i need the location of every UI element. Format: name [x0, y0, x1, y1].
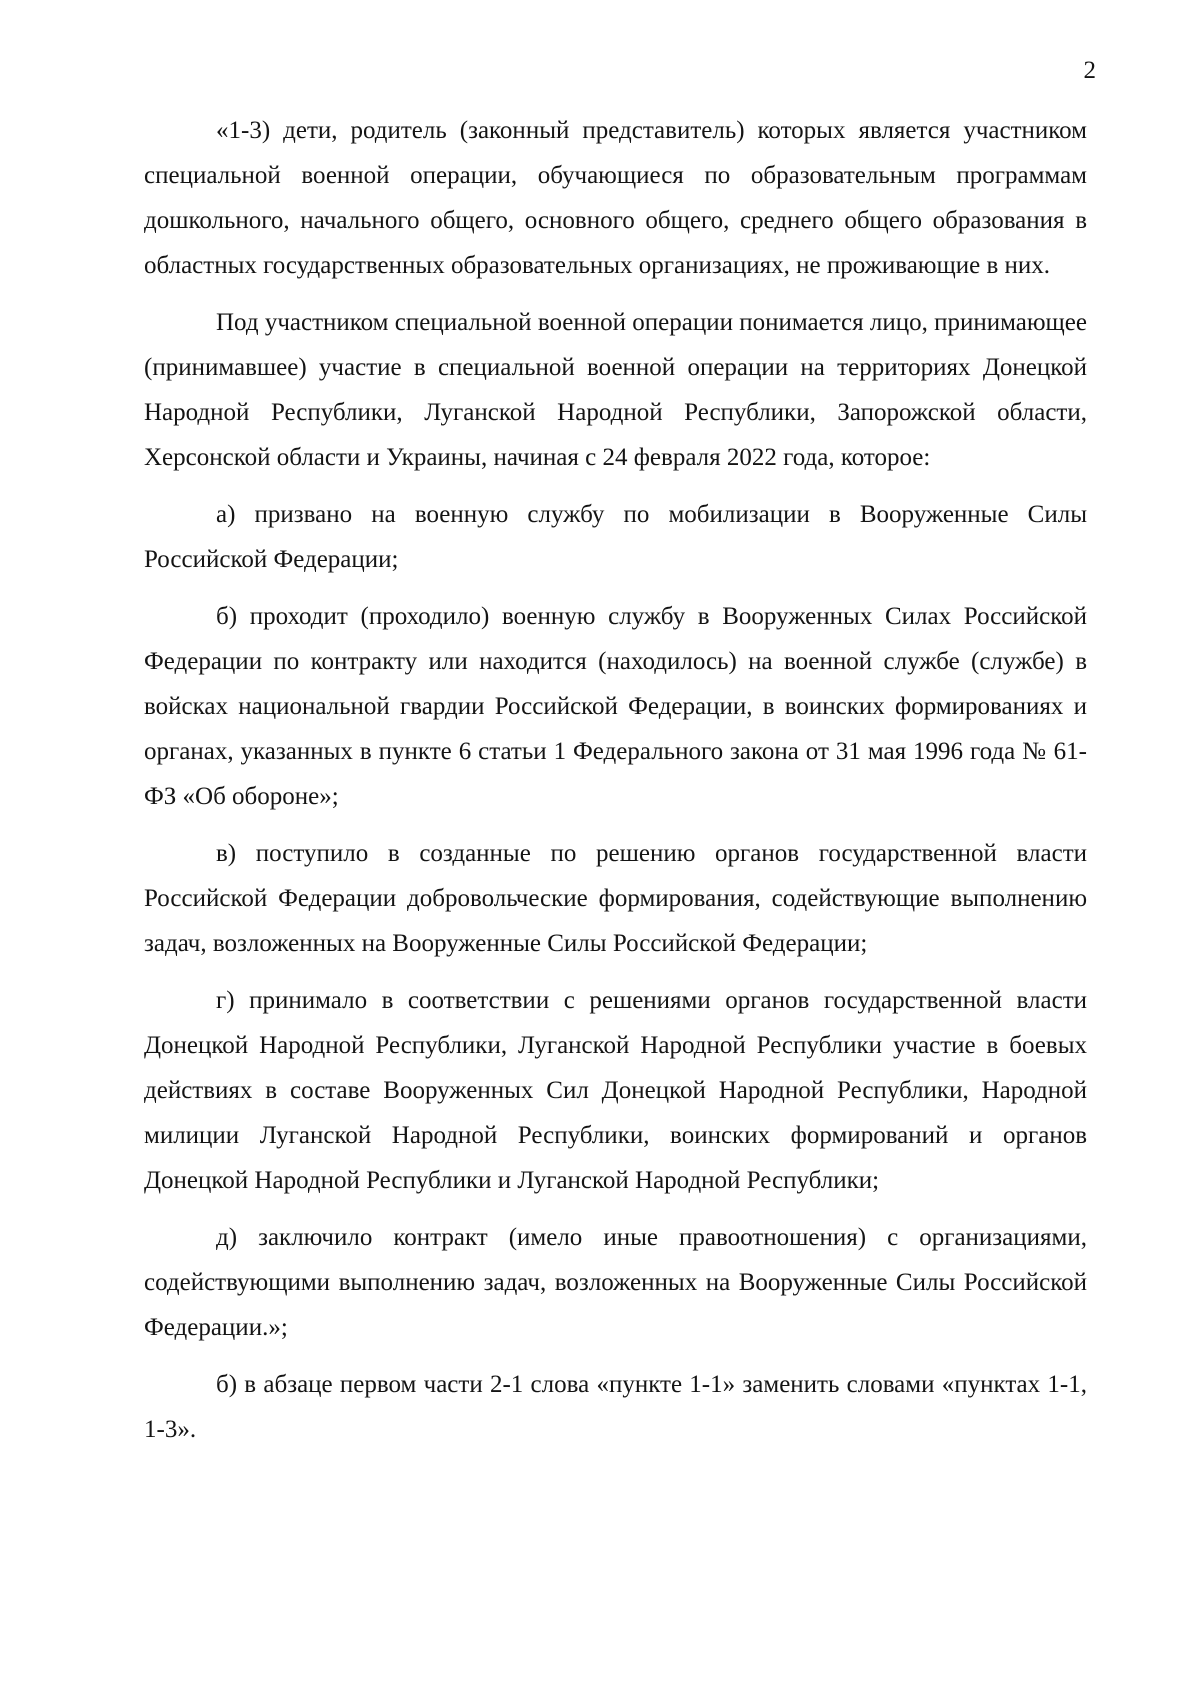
paragraph-item-1-3: «1-3) дети, родитель (законный представитель) которых является участником специальной военной операции, обучающиеся по образовательным программам дошкольного, начального общего, основного общего, среднего общего образования в областных государственных образовательных организациях, не проживающие в них.	[144, 117, 1087, 279]
page-number: 2	[1083, 57, 1096, 84]
paragraph-a: а) призвано на военную службу по мобилизации в Вооруженные Силы Российской Федерации;	[144, 501, 1087, 573]
paragraph-svo-participant-definition: Под участником специальной военной операции понимается лицо, принимающее (принимавшее) участие в специальной военной операции на территориях Донецкой Народной Республики, Луганской Народной Республики, Запорожской области, Херсонской области и Украины, начиная с 24 февраля 2022 года, которое:	[144, 309, 1087, 471]
paragraph-d: д) заключило контракт (имело иные правоотношения) с организациями, содействующими выполнению задач, возложенных на Вооруженные Силы Российской Федерации.»;	[144, 1224, 1087, 1341]
paragraph-g: г) принимало в соответствии с решениями органов государственной власти Донецкой Народной Республики, Луганской Народной Республики участие в боевых действиях в составе Вооруженных Сил Донецкой Народной Республики, Народной милиции Луганской Народной Республики, воинских формирований и органов Донецкой Народной Республики и Луганской Народной Республики;	[144, 987, 1087, 1194]
paragraph-v: в) поступило в созданные по решению органов государственной власти Российской Федерации добровольческие формирования, содействующие выполнению задач, возложенных на Вооруженные Силы Российской Федерации;	[144, 840, 1087, 957]
paragraph-b: б) проходит (проходило) военную службу в Вооруженных Силах Российской Федерации по контракту или находится (находилось) на военной службе (службе) в войсках национальной гвардии Российской Федерации, в воинских формированиях и органах, указанных в пункте 6 статьи 1 Федерального закона от 31 мая 1996 года № 61-ФЗ «Об обороне»;	[144, 603, 1087, 810]
document-body	[144, 108, 1087, 1464]
paragraph-amendment-b: б) в абзаце первом части 2-1 слова «пункте 1-1» заменить словами «пунктах 1-1, 1-3».	[144, 1371, 1087, 1443]
